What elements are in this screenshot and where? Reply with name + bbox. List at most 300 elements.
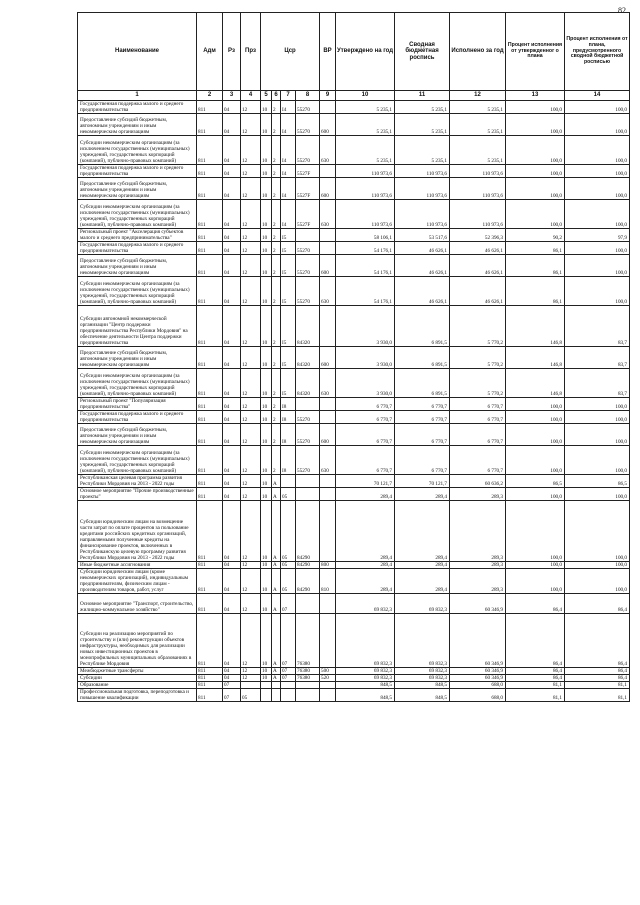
row-percent-plan: 100,0 bbox=[506, 398, 565, 411]
row-percent-budget: 100,0 bbox=[565, 501, 630, 562]
row-csr-1: 10 bbox=[261, 369, 272, 398]
row-percent-plan: 90,2 bbox=[506, 229, 565, 242]
row-csr-2: 2 bbox=[272, 101, 281, 114]
row-vr bbox=[320, 689, 336, 702]
row-csr-3: 07 bbox=[281, 594, 296, 614]
row-percent-plan: 146,8 bbox=[506, 306, 565, 347]
row-budget-list: 110 973,6 bbox=[395, 178, 450, 200]
row-percent-budget: 100,0 bbox=[565, 569, 630, 594]
row-csr-3: I8 bbox=[281, 398, 296, 411]
row-rz: 07 bbox=[223, 689, 241, 702]
row-csr-3: 05 bbox=[281, 569, 296, 594]
row-executed: 46 626,1 bbox=[450, 242, 506, 255]
row-prz: 12 bbox=[241, 398, 261, 411]
table-row bbox=[78, 165, 630, 178]
table-row bbox=[78, 101, 630, 114]
row-budget-list: 5 235,1 bbox=[395, 114, 450, 136]
row-csr-2: 2 bbox=[272, 411, 281, 424]
row-approved: 69 832,3 bbox=[336, 594, 395, 614]
row-vr bbox=[320, 682, 336, 689]
column-number: 9 bbox=[320, 91, 336, 101]
row-executed: 60 636,2 bbox=[450, 475, 506, 488]
row-approved: 110 973,6 bbox=[336, 165, 395, 178]
row-csr-3: I4 bbox=[281, 114, 296, 136]
row-prz: 12 bbox=[241, 424, 261, 446]
row-prz: 12 bbox=[241, 668, 261, 675]
row-budget-list: 6 770,7 bbox=[395, 446, 450, 475]
table-row bbox=[78, 682, 630, 689]
row-percent-plan: 146,8 bbox=[506, 369, 565, 398]
row-percent-budget: 86,4 bbox=[565, 594, 630, 614]
table-row bbox=[78, 347, 630, 369]
row-adm: 811 bbox=[197, 306, 223, 347]
row-name: Государственная поддержка малого и среднего предпринимательства bbox=[78, 101, 197, 114]
header-approved: Утверждено на год bbox=[336, 13, 395, 91]
row-prz: 12 bbox=[241, 347, 261, 369]
row-csr-1: 10 bbox=[261, 255, 272, 277]
row-executed: 289,3 bbox=[450, 562, 506, 569]
column-number: 10 bbox=[336, 91, 395, 101]
row-csr-1: 10 bbox=[261, 475, 272, 488]
row-prz: 12 bbox=[241, 306, 261, 347]
row-csr-1: 10 bbox=[261, 200, 272, 229]
row-percent-budget: 100,0 bbox=[565, 277, 630, 306]
row-name: Субсидии некоммерческим организациям (за исключением государственных (муниципальных) учреждений, государственных корпораций (компаний), публично-правовых компаний) bbox=[78, 446, 197, 475]
table-row bbox=[78, 501, 630, 562]
row-csr-3: I5 bbox=[281, 229, 296, 242]
row-csr-4: 84320 bbox=[296, 369, 320, 398]
column-number: 1 bbox=[78, 91, 197, 101]
column-number: 14 bbox=[565, 91, 630, 101]
row-approved: 289,4 bbox=[336, 501, 395, 562]
row-percent-plan: 81,1 bbox=[506, 682, 565, 689]
row-prz bbox=[241, 682, 261, 689]
row-csr-2: А bbox=[272, 614, 281, 668]
row-adm: 811 bbox=[197, 114, 223, 136]
row-percent-plan: 100,0 bbox=[506, 165, 565, 178]
row-percent-budget: 86,4 bbox=[565, 668, 630, 675]
row-csr-3: I4 bbox=[281, 136, 296, 165]
column-number: 3 bbox=[223, 91, 241, 101]
column-number: 6 bbox=[272, 91, 281, 101]
row-prz: 12 bbox=[241, 229, 261, 242]
row-approved: 3 930,0 bbox=[336, 369, 395, 398]
row-percent-budget: 97,9 bbox=[565, 229, 630, 242]
row-csr-4: 84320 bbox=[296, 306, 320, 347]
row-budget-list: 848,5 bbox=[395, 689, 450, 702]
row-budget-list: 6 891,5 bbox=[395, 347, 450, 369]
row-approved: 69 832,3 bbox=[336, 668, 395, 675]
row-name: Предоставление субсидий бюджетным, автономным учреждениям и иным некоммерческим организациям bbox=[78, 114, 197, 136]
row-percent-plan: 100,0 bbox=[506, 200, 565, 229]
row-budget-list: 46 626,1 bbox=[395, 255, 450, 277]
row-csr-1: 10 bbox=[261, 277, 272, 306]
row-approved: 5 235,1 bbox=[336, 136, 395, 165]
row-prz: 12 bbox=[241, 594, 261, 614]
row-csr-4 bbox=[296, 475, 320, 488]
row-adm: 811 bbox=[197, 475, 223, 488]
row-csr-1: 10 bbox=[261, 178, 272, 200]
row-csr-1: 10 bbox=[261, 446, 272, 475]
row-csr-3: 07 bbox=[281, 614, 296, 668]
row-adm: 811 bbox=[197, 229, 223, 242]
row-csr-3: 05 bbox=[281, 501, 296, 562]
row-adm: 811 bbox=[197, 398, 223, 411]
budget-table bbox=[77, 12, 630, 702]
row-adm: 811 bbox=[197, 446, 223, 475]
header-name: Наименование bbox=[78, 13, 197, 91]
table-row bbox=[78, 488, 630, 501]
row-csr-4 bbox=[296, 689, 320, 702]
header-prz: Прз bbox=[241, 13, 261, 91]
row-executed: 110 973,6 bbox=[450, 178, 506, 200]
header-csr: Цср bbox=[261, 13, 320, 91]
row-rz: 04 bbox=[223, 229, 241, 242]
row-csr-1: 10 bbox=[261, 229, 272, 242]
row-percent-budget: 86,4 bbox=[565, 614, 630, 668]
row-approved: 6 770,7 bbox=[336, 424, 395, 446]
row-vr: 630 bbox=[320, 136, 336, 165]
row-adm: 811 bbox=[197, 255, 223, 277]
row-rz: 04 bbox=[223, 242, 241, 255]
row-executed: 46 626,1 bbox=[450, 255, 506, 277]
row-rz: 04 bbox=[223, 594, 241, 614]
row-name: Субсидии юридическим лицам на возмещение части затрат по оплате процентов за пользование кредитами российских кредитных организаций, направляемыми полученные кредиты на финансирование проектов, включенных в Республиканскую целевую программу развития Республики Мордовия на 2013 - 2022 годы bbox=[78, 501, 197, 562]
row-percent-plan: 86,5 bbox=[506, 475, 565, 488]
row-percent-budget: 100,0 bbox=[565, 411, 630, 424]
row-prz: 12 bbox=[241, 675, 261, 682]
header-vr: ВР bbox=[320, 13, 336, 91]
row-percent-budget: 100,0 bbox=[565, 242, 630, 255]
row-percent-plan: 146,8 bbox=[506, 347, 565, 369]
column-number: 12 bbox=[450, 91, 506, 101]
header-adm: Адм bbox=[197, 13, 223, 91]
row-approved: 54 176,1 bbox=[336, 277, 395, 306]
row-csr-3: 05 bbox=[281, 562, 296, 569]
row-csr-3: I8 bbox=[281, 424, 296, 446]
row-percent-plan: 100,0 bbox=[506, 446, 565, 475]
row-percent-plan: 86,4 bbox=[506, 614, 565, 668]
row-csr-2: 2 bbox=[272, 255, 281, 277]
row-prz: 12 bbox=[241, 446, 261, 475]
row-prz: 12 bbox=[241, 242, 261, 255]
row-csr-3: I4 bbox=[281, 178, 296, 200]
row-name: Профессиональная подготовка, переподготовка и повышение квалификации bbox=[78, 689, 197, 702]
row-name: Региональный проект "Акселерация субъектов малого и среднего предпринимательства" bbox=[78, 229, 197, 242]
row-name: Основное мероприятие "Прочие производственные проекты" bbox=[78, 488, 197, 501]
row-prz: 12 bbox=[241, 101, 261, 114]
row-approved: 3 930,0 bbox=[336, 347, 395, 369]
row-csr-2: 2 bbox=[272, 200, 281, 229]
row-executed: 60 346,9 bbox=[450, 675, 506, 682]
row-csr-1: 10 bbox=[261, 675, 272, 682]
row-rz: 04 bbox=[223, 668, 241, 675]
row-adm: 811 bbox=[197, 136, 223, 165]
row-executed: 5 235,1 bbox=[450, 136, 506, 165]
row-csr-2: 2 bbox=[272, 306, 281, 347]
table-row bbox=[78, 424, 630, 446]
header-rz: Рз bbox=[223, 13, 241, 91]
row-executed: 5 770,2 bbox=[450, 347, 506, 369]
row-adm: 811 bbox=[197, 569, 223, 594]
row-csr-3: I4 bbox=[281, 165, 296, 178]
row-budget-list: 53 517,6 bbox=[395, 229, 450, 242]
row-vr: 600 bbox=[320, 424, 336, 446]
row-csr-4: 55270 bbox=[296, 277, 320, 306]
row-name: Предоставление субсидий бюджетным, автономным учреждениям и иным некоммерческим организациям bbox=[78, 347, 197, 369]
row-csr-4: 84320 bbox=[296, 347, 320, 369]
row-executed: 52 396,3 bbox=[450, 229, 506, 242]
row-csr-4: 5527F bbox=[296, 200, 320, 229]
table-row bbox=[78, 446, 630, 475]
page-number: 82 bbox=[618, 6, 626, 15]
row-executed: 110 973,6 bbox=[450, 200, 506, 229]
row-approved: 3 930,0 bbox=[336, 306, 395, 347]
row-name: Субсидии некоммерческим организациям (за исключением государственных (муниципальных) учреждений, государственных корпораций (компаний), публично-правовых компаний) bbox=[78, 136, 197, 165]
row-csr-1: 10 bbox=[261, 501, 272, 562]
row-csr-3: I5 bbox=[281, 242, 296, 255]
row-adm: 811 bbox=[197, 200, 223, 229]
row-csr-1: 10 bbox=[261, 398, 272, 411]
column-number: 5 bbox=[261, 91, 272, 101]
row-rz: 04 bbox=[223, 114, 241, 136]
row-rz: 04 bbox=[223, 424, 241, 446]
row-csr-4: 55270 bbox=[296, 101, 320, 114]
row-adm: 811 bbox=[197, 668, 223, 675]
row-budget-list: 110 973,6 bbox=[395, 200, 450, 229]
row-percent-plan: 100,0 bbox=[506, 488, 565, 501]
row-csr-2: 2 bbox=[272, 369, 281, 398]
row-adm: 811 bbox=[197, 562, 223, 569]
row-rz: 04 bbox=[223, 347, 241, 369]
row-csr-4: 55270 bbox=[296, 255, 320, 277]
row-rz: 04 bbox=[223, 165, 241, 178]
row-adm: 811 bbox=[197, 424, 223, 446]
row-percent-budget: 100,0 bbox=[565, 114, 630, 136]
row-prz: 12 bbox=[241, 178, 261, 200]
table-row bbox=[78, 689, 630, 702]
row-csr-4: 55270 bbox=[296, 411, 320, 424]
row-percent-plan: 86,1 bbox=[506, 242, 565, 255]
row-csr-4: 84290 bbox=[296, 501, 320, 562]
row-name: Иные бюджетные ассигнования bbox=[78, 562, 197, 569]
row-percent-plan: 86,4 bbox=[506, 668, 565, 675]
row-name: Государственная поддержка малого и среднего предпринимательства bbox=[78, 411, 197, 424]
header-executed: Исполнено за год bbox=[450, 13, 506, 91]
row-rz: 04 bbox=[223, 446, 241, 475]
row-csr-2: 2 bbox=[272, 446, 281, 475]
row-percent-plan: 86,1 bbox=[506, 277, 565, 306]
header-row bbox=[78, 13, 630, 91]
row-prz: 12 bbox=[241, 411, 261, 424]
column-number: 13 bbox=[506, 91, 565, 101]
row-rz: 04 bbox=[223, 398, 241, 411]
row-approved: 69 832,3 bbox=[336, 614, 395, 668]
row-adm: 811 bbox=[197, 369, 223, 398]
row-csr-4: 76380 bbox=[296, 668, 320, 675]
row-approved: 289,4 bbox=[336, 488, 395, 501]
row-name: Субсидии некоммерческим организациям (за исключением государственных (муниципальных) учреждений, государственных корпораций (компаний), публично-правовых компаний) bbox=[78, 369, 197, 398]
row-csr-2: 2 bbox=[272, 398, 281, 411]
row-csr-4: 55270 bbox=[296, 446, 320, 475]
row-percent-plan: 100,0 bbox=[506, 114, 565, 136]
row-percent-plan: 100,0 bbox=[506, 569, 565, 594]
row-percent-plan: 100,0 bbox=[506, 411, 565, 424]
row-vr bbox=[320, 614, 336, 668]
row-rz: 04 bbox=[223, 178, 241, 200]
table-row bbox=[78, 229, 630, 242]
row-csr-4: 5527F bbox=[296, 165, 320, 178]
row-percent-budget: 100,0 bbox=[565, 136, 630, 165]
row-budget-list: 5 235,1 bbox=[395, 101, 450, 114]
row-csr-1 bbox=[261, 689, 272, 702]
row-approved: 54 176,1 bbox=[336, 242, 395, 255]
row-vr bbox=[320, 398, 336, 411]
row-percent-budget: 100,0 bbox=[565, 424, 630, 446]
row-name: Предоставление субсидий бюджетным, автономным учреждениям и иным некоммерческим организациям bbox=[78, 178, 197, 200]
row-vr bbox=[320, 501, 336, 562]
row-vr: 600 bbox=[320, 255, 336, 277]
row-csr-1: 10 bbox=[261, 562, 272, 569]
row-executed: 60 346,9 bbox=[450, 594, 506, 614]
row-approved: 70 121,7 bbox=[336, 475, 395, 488]
row-name: Субсидии некоммерческим организациям (за исключением государственных (муниципальных) учреждений, государственных корпораций (компаний), публично-правовых компаний) bbox=[78, 277, 197, 306]
row-budget-list: 46 626,1 bbox=[395, 242, 450, 255]
row-approved: 6 770,7 bbox=[336, 398, 395, 411]
row-prz: 12 bbox=[241, 475, 261, 488]
table-row bbox=[78, 136, 630, 165]
column-number: 7 bbox=[281, 91, 296, 101]
row-budget-list: 70 121,7 bbox=[395, 475, 450, 488]
table-row bbox=[78, 675, 630, 682]
row-csr-2: 2 bbox=[272, 242, 281, 255]
row-rz: 04 bbox=[223, 488, 241, 501]
row-vr: 630 bbox=[320, 277, 336, 306]
row-adm: 811 bbox=[197, 411, 223, 424]
row-vr: 600 bbox=[320, 114, 336, 136]
row-csr-1: 10 bbox=[261, 411, 272, 424]
row-percent-budget: 83,7 bbox=[565, 369, 630, 398]
row-csr-2: 2 bbox=[272, 229, 281, 242]
column-number-row bbox=[78, 91, 630, 101]
table-row bbox=[78, 200, 630, 229]
row-approved: 6 770,7 bbox=[336, 446, 395, 475]
row-rz: 04 bbox=[223, 255, 241, 277]
row-csr-1: 10 bbox=[261, 101, 272, 114]
row-percent-budget: 100,0 bbox=[565, 200, 630, 229]
row-executed: 289,3 bbox=[450, 569, 506, 594]
row-csr-4 bbox=[296, 398, 320, 411]
row-rz: 04 bbox=[223, 136, 241, 165]
row-csr-2: А bbox=[272, 501, 281, 562]
row-executed: 110 973,6 bbox=[450, 165, 506, 178]
table-row bbox=[78, 475, 630, 488]
row-vr: 630 bbox=[320, 369, 336, 398]
row-percent-plan: 86,4 bbox=[506, 594, 565, 614]
column-number: 11 bbox=[395, 91, 450, 101]
row-rz: 04 bbox=[223, 562, 241, 569]
row-vr bbox=[320, 306, 336, 347]
row-csr-2: 2 bbox=[272, 165, 281, 178]
row-csr-4: 55270 bbox=[296, 136, 320, 165]
row-name: Субсидии некоммерческим организациям (за исключением государственных (муниципальных) учреждений, государственных корпораций (компаний), публично-правовых компаний) bbox=[78, 200, 197, 229]
row-percent-budget: 83,7 bbox=[565, 347, 630, 369]
row-executed: 6 770,7 bbox=[450, 398, 506, 411]
row-csr-3: I4 bbox=[281, 200, 296, 229]
row-name: Предоставление субсидий бюджетным, автономным учреждениям и иным некоммерческим организациям bbox=[78, 424, 197, 446]
row-csr-2: 2 bbox=[272, 136, 281, 165]
row-approved: 6 770,7 bbox=[336, 411, 395, 424]
row-budget-list: 6 770,7 bbox=[395, 398, 450, 411]
column-number: 8 bbox=[296, 91, 320, 101]
row-csr-3: I4 bbox=[281, 101, 296, 114]
row-percent-plan: 86,1 bbox=[506, 255, 565, 277]
column-number: 4 bbox=[241, 91, 261, 101]
row-vr bbox=[320, 594, 336, 614]
header-budget-list: Сводная бюджетная роспись bbox=[395, 13, 450, 91]
table-row bbox=[78, 242, 630, 255]
row-percent-plan: 100,0 bbox=[506, 501, 565, 562]
row-percent-plan: 100,0 bbox=[506, 424, 565, 446]
row-name: Государственная поддержка малого и среднего предпринимательства bbox=[78, 242, 197, 255]
row-approved: 110 973,6 bbox=[336, 200, 395, 229]
row-csr-2: 2 bbox=[272, 277, 281, 306]
row-csr-2 bbox=[272, 689, 281, 702]
row-percent-plan: 100,0 bbox=[506, 101, 565, 114]
row-rz: 04 bbox=[223, 411, 241, 424]
row-executed: 688,0 bbox=[450, 689, 506, 702]
row-adm: 811 bbox=[197, 242, 223, 255]
row-csr-3: I8 bbox=[281, 411, 296, 424]
row-csr-4 bbox=[296, 682, 320, 689]
row-budget-list: 69 832,3 bbox=[395, 668, 450, 675]
row-prz: 12 bbox=[241, 501, 261, 562]
row-percent-budget: 86,4 bbox=[565, 675, 630, 682]
row-budget-list: 6 891,5 bbox=[395, 306, 450, 347]
row-csr-2: А bbox=[272, 475, 281, 488]
row-executed: 60 346,9 bbox=[450, 668, 506, 675]
row-budget-list: 110 973,6 bbox=[395, 165, 450, 178]
row-percent-plan: 81,1 bbox=[506, 689, 565, 702]
row-csr-2: 2 bbox=[272, 347, 281, 369]
row-vr bbox=[320, 488, 336, 501]
row-percent-budget: 100,0 bbox=[565, 488, 630, 501]
row-csr-4: 84290 bbox=[296, 569, 320, 594]
table-row bbox=[78, 411, 630, 424]
row-adm: 811 bbox=[197, 501, 223, 562]
row-csr-1: 10 bbox=[261, 594, 272, 614]
row-csr-1: 10 bbox=[261, 136, 272, 165]
row-prz: 12 bbox=[241, 614, 261, 668]
row-vr bbox=[320, 165, 336, 178]
row-budget-list: 69 832,3 bbox=[395, 594, 450, 614]
row-csr-3: I5 bbox=[281, 347, 296, 369]
row-vr: 520 bbox=[320, 675, 336, 682]
row-executed: 289,3 bbox=[450, 501, 506, 562]
row-executed: 60 346,9 bbox=[450, 614, 506, 668]
row-adm: 811 bbox=[197, 101, 223, 114]
table-row bbox=[78, 594, 630, 614]
table-row bbox=[78, 569, 630, 594]
row-rz: 04 bbox=[223, 277, 241, 306]
row-name: Субсидии bbox=[78, 675, 197, 682]
row-name: Образование bbox=[78, 682, 197, 689]
row-csr-4: 84290 bbox=[296, 562, 320, 569]
row-adm: 811 bbox=[197, 488, 223, 501]
row-csr-4: 76380 bbox=[296, 614, 320, 668]
row-prz: 12 bbox=[241, 277, 261, 306]
row-percent-budget: 83,7 bbox=[565, 306, 630, 347]
